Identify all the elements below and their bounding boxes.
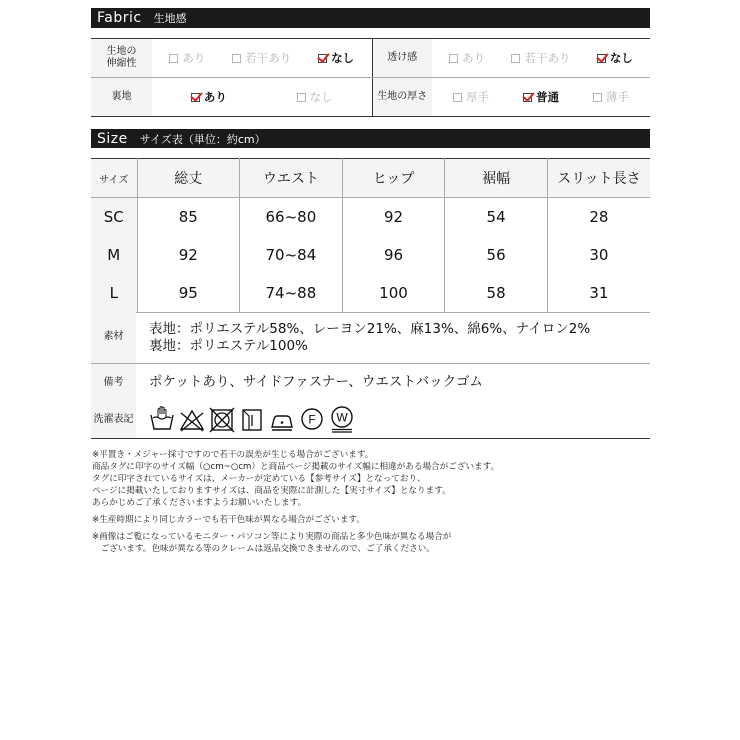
checked-checkbox-icon (318, 54, 327, 63)
fabric-section-header (91, 8, 650, 28)
fabric-attribute-label (91, 39, 152, 78)
wet-clean-w-icon (329, 405, 355, 433)
checked-option (191, 89, 227, 105)
size-column-header: ヒップ (342, 159, 445, 198)
care-icons (149, 405, 650, 433)
size-column-header: 裾幅 (445, 159, 548, 198)
material-line-lining: 裏地：ポリエステル100% (149, 338, 308, 354)
no-bleach-icon (179, 405, 205, 433)
option-label: 薄手 (606, 90, 629, 104)
care-label (91, 402, 136, 438)
checkbox-icon (593, 93, 602, 102)
size-value-cell: 31 (547, 274, 650, 313)
option-label: あり (203, 90, 227, 104)
footnote-line: ※生産時期により同じカラーでも若干色味が異なる場合がございます。 (92, 515, 365, 525)
size-value-cell: 70~84 (240, 236, 343, 274)
size-column-header: サイズ (91, 159, 137, 198)
size-label-cell: SC (91, 198, 137, 237)
size-column-header: ウエスト (240, 159, 343, 198)
material-line-outer: 表地：ポリエステル58%、レーヨン21%、麻13%、綿6%、ナイロン2% (149, 321, 591, 337)
material-value (149, 321, 650, 355)
no-tumble-dry-icon (209, 405, 235, 433)
fabric-attribute-label (91, 78, 152, 117)
svg-text:W: W (336, 410, 348, 425)
fabric-table (91, 38, 650, 117)
fabric-subheading: 生地感 (153, 12, 187, 25)
unchecked-option (593, 89, 629, 105)
size-subheading: サイズ表（単位：約cm） (139, 132, 266, 146)
option-label: 普通 (536, 90, 559, 104)
footnote-line: ※画像はご覧になっているモニター・パソコン等により実際の商品と多少色味が異なる場合が (92, 532, 452, 542)
notes-row (91, 364, 650, 402)
footnote-line: ※平置き・メジャー採寸ですので若干の誤差が生じる場合がございます。 (92, 450, 374, 460)
care-label-line: 洗濯 (93, 414, 114, 425)
option-label: なし (309, 90, 333, 104)
hand-wash-icon (149, 405, 175, 433)
size-value-cell: 74~88 (240, 274, 343, 313)
size-value-cell: 85 (137, 198, 240, 237)
checked-option (318, 50, 354, 66)
size-value-cell: 28 (547, 198, 650, 237)
option-label: 若干あり (524, 51, 571, 65)
size-row (91, 274, 650, 313)
size-value-cell: 95 (137, 274, 240, 313)
care-label-line: 表記 (113, 414, 134, 425)
option-label: 若干あり (245, 51, 292, 65)
checked-checkbox-icon (191, 93, 200, 102)
fabric-label-line: 生地の (106, 46, 137, 57)
size-value-cell: 54 (445, 198, 548, 237)
size-row (91, 236, 650, 274)
size-row (91, 198, 650, 237)
line-dry-shade-icon (239, 405, 265, 433)
unchecked-option (449, 50, 485, 66)
option-label: あり (182, 51, 206, 65)
option-label: あり (462, 51, 486, 65)
care-row (91, 402, 650, 439)
fabric-label-line: 裏地 (111, 91, 132, 102)
fabric-options (152, 78, 372, 117)
checked-checkbox-icon (597, 54, 606, 63)
unchecked-option (297, 89, 333, 105)
footnotes (92, 449, 652, 555)
fabric-heading: Fabric (97, 10, 142, 26)
size-value-cell: 96 (342, 236, 445, 274)
size-value-cell: 92 (137, 236, 240, 274)
checkbox-icon (169, 54, 178, 63)
size-label-cell: L (91, 274, 137, 313)
option-label: 厚手 (466, 90, 489, 104)
fabric-label-line: 伸縮性 (106, 58, 137, 69)
fabric-options (152, 39, 372, 78)
footnote-line: あらかじめご了承くださいますようお願いいたします。 (92, 498, 307, 508)
checkbox-icon (453, 93, 462, 102)
size-value-cell: 100 (342, 274, 445, 313)
size-section-header (91, 129, 650, 148)
unchecked-option (453, 89, 489, 105)
checkbox-icon (449, 54, 458, 63)
size-column-header: スリット長さ (547, 159, 650, 198)
size-value-cell: 92 (342, 198, 445, 237)
dry-clean-f-icon (299, 405, 325, 433)
material-row (91, 311, 650, 364)
unchecked-option (232, 50, 291, 66)
checkbox-icon (511, 54, 520, 63)
checked-option (523, 89, 559, 105)
option-label: なし (609, 51, 633, 65)
fabric-options (432, 39, 650, 78)
size-value-cell: 56 (445, 236, 548, 274)
fabric-attribute-label (372, 78, 432, 117)
fabric-label-line: 透け感 (387, 52, 418, 63)
footnote-line: ございます。色味が異なる等のクレームは返品交換できませんので、ご了承ください。 (92, 544, 435, 554)
notes-label: 備考 (91, 364, 136, 402)
fabric-attribute-label (372, 39, 432, 78)
checked-option (597, 50, 633, 66)
fabric-label-line: 生地の厚さ (377, 91, 428, 102)
size-label-cell: M (91, 236, 137, 274)
checked-checkbox-icon (523, 93, 532, 102)
size-value-cell: 66~80 (240, 198, 343, 237)
size-column-header: 総丈 (137, 159, 240, 198)
fabric-options (432, 78, 650, 117)
svg-text:F: F (308, 412, 316, 427)
notes-value: ポケットあり、サイドファスナー、ウエストバックゴム (149, 374, 483, 390)
checkbox-icon (232, 54, 241, 63)
footnote-line: タグに印字されているサイズは、メーカーが定めている【参考サイズ】となっており、 (92, 474, 426, 484)
fabric-row (91, 39, 650, 78)
footnote-line: ページに掲載いたしておりますサイズは、商品を実際に計測した【実寸サイズ】となります。 (92, 486, 451, 496)
material-label: 素材 (91, 311, 136, 363)
unchecked-option (169, 50, 205, 66)
size-value-cell: 30 (547, 236, 650, 274)
size-heading: Size (97, 130, 128, 147)
fabric-row (91, 78, 650, 117)
option-label: なし (331, 51, 355, 65)
checkbox-icon (297, 93, 306, 102)
low-iron-icon (269, 405, 295, 433)
size-value-cell: 58 (445, 274, 548, 313)
unchecked-option (511, 50, 570, 66)
size-table (91, 158, 650, 313)
footnote-line: 商品タグに印字のサイズ幅（○cm~○cm）と商品ページ掲載のサイズ幅に相違がある場合がございます。 (92, 462, 500, 472)
